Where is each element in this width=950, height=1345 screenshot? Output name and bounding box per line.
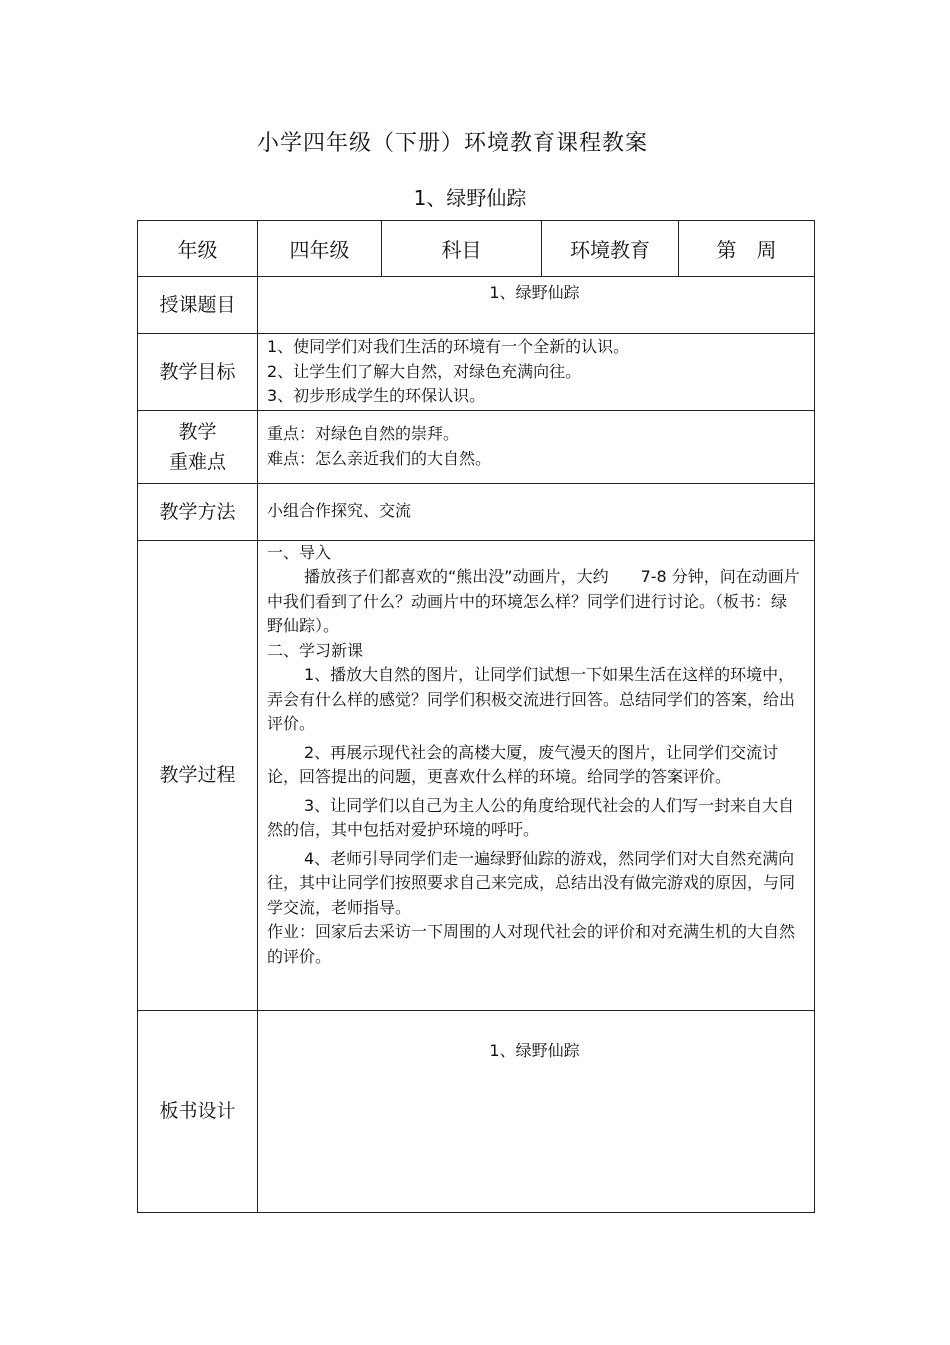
- topic-label: 授课题目: [138, 277, 258, 334]
- objective-item: 2、让学生们了解大自然，对绿色充满向往。: [267, 361, 582, 381]
- method-row: [138, 483, 815, 540]
- subject-value: 环境教育: [542, 221, 679, 277]
- method-value: 小组合作探究、交流: [258, 483, 815, 540]
- board-design-row: [138, 1010, 815, 1212]
- process-section1-heading: 一、导入: [267, 542, 332, 562]
- grade-label: 年级: [138, 221, 258, 277]
- lesson-plan-table: [137, 220, 815, 1213]
- key-points-label: [138, 410, 258, 483]
- process-step-4: 4、老师引导同学们走一遍绿野仙踪的游戏，然同学们对大自然充满向往，其中让同学们按照要求自己来完成，总结出没有做完游戏的原因，与同学交流，老师指导。: [267, 848, 796, 917]
- week-label: 第 周: [679, 221, 815, 277]
- method-label: 教学方法: [138, 483, 258, 540]
- topic-value: 1、绿野仙踪: [258, 277, 815, 334]
- objective-item: 1、使同学们对我们生活的环境有一个全新的认识。: [267, 337, 630, 356]
- objective-item: 3、初步形成学生的环保认识。: [267, 386, 486, 405]
- objectives-list: [258, 334, 815, 411]
- subject-label: 科目: [382, 221, 542, 277]
- document-title: 小学四年级（下册）环境教育课程教案: [256, 131, 648, 156]
- process-step-2: 2、再展示现代社会的高楼大厦，废气漫天的图片，让同学们交流讨论，回答提出的问题，更喜欢什么样的环境。给同学的答案评价。: [267, 742, 779, 786]
- lesson-title: 1、绿野仙踪: [413, 186, 527, 210]
- key-point-focus: 重点：对绿色自然的崇拜。: [267, 424, 460, 443]
- process-label: 教学过程: [138, 540, 258, 1010]
- board-design-value: 1、绿野仙踪: [258, 1010, 815, 1212]
- process-section1-text: 播放孩子们都喜欢的“熊出没”动画片，大约 7-8 分钟，问在动画片中我们看到了什么？动画片中的环境怎么样？同学们进行讨论。（板书：绿野仙踪）。: [267, 567, 800, 635]
- objectives-label: 教学目标: [138, 334, 258, 411]
- board-design-label: 板书设计: [138, 1010, 258, 1212]
- process-content: [258, 540, 815, 1010]
- key-points-label-line2: 重难点: [168, 450, 226, 473]
- key-points-label-line1: 教学: [178, 420, 217, 443]
- process-section2-heading: 二、学习新课: [267, 640, 364, 660]
- key-point-difficulty: 难点：怎么亲近我们的大自然。: [267, 448, 492, 468]
- process-step-1: 1、播放大自然的图片，让同学们试想一下如果生活在这样的环境中，弄会有什么样的感觉？同学们积极交流进行回答。总结同学们的答案，给出评价。: [267, 665, 796, 733]
- process-homework: 作业：回家后去采访一下周围的人对现代社会的评价和对充满生机的大自然的评价。: [267, 922, 796, 966]
- topic-row: [138, 277, 815, 334]
- process-step-3: 3、让同学们以自己为主人公的角度给现代社会的人们写一封来自大自然的信，其中包括对爱护环境的呼吁。: [267, 795, 795, 839]
- objectives-row: [138, 334, 815, 411]
- key-points-row: [138, 410, 815, 483]
- grade-value: 四年级: [258, 221, 382, 277]
- process-row: [138, 540, 815, 1010]
- key-points-content: [258, 410, 815, 483]
- header-row: [138, 221, 815, 277]
